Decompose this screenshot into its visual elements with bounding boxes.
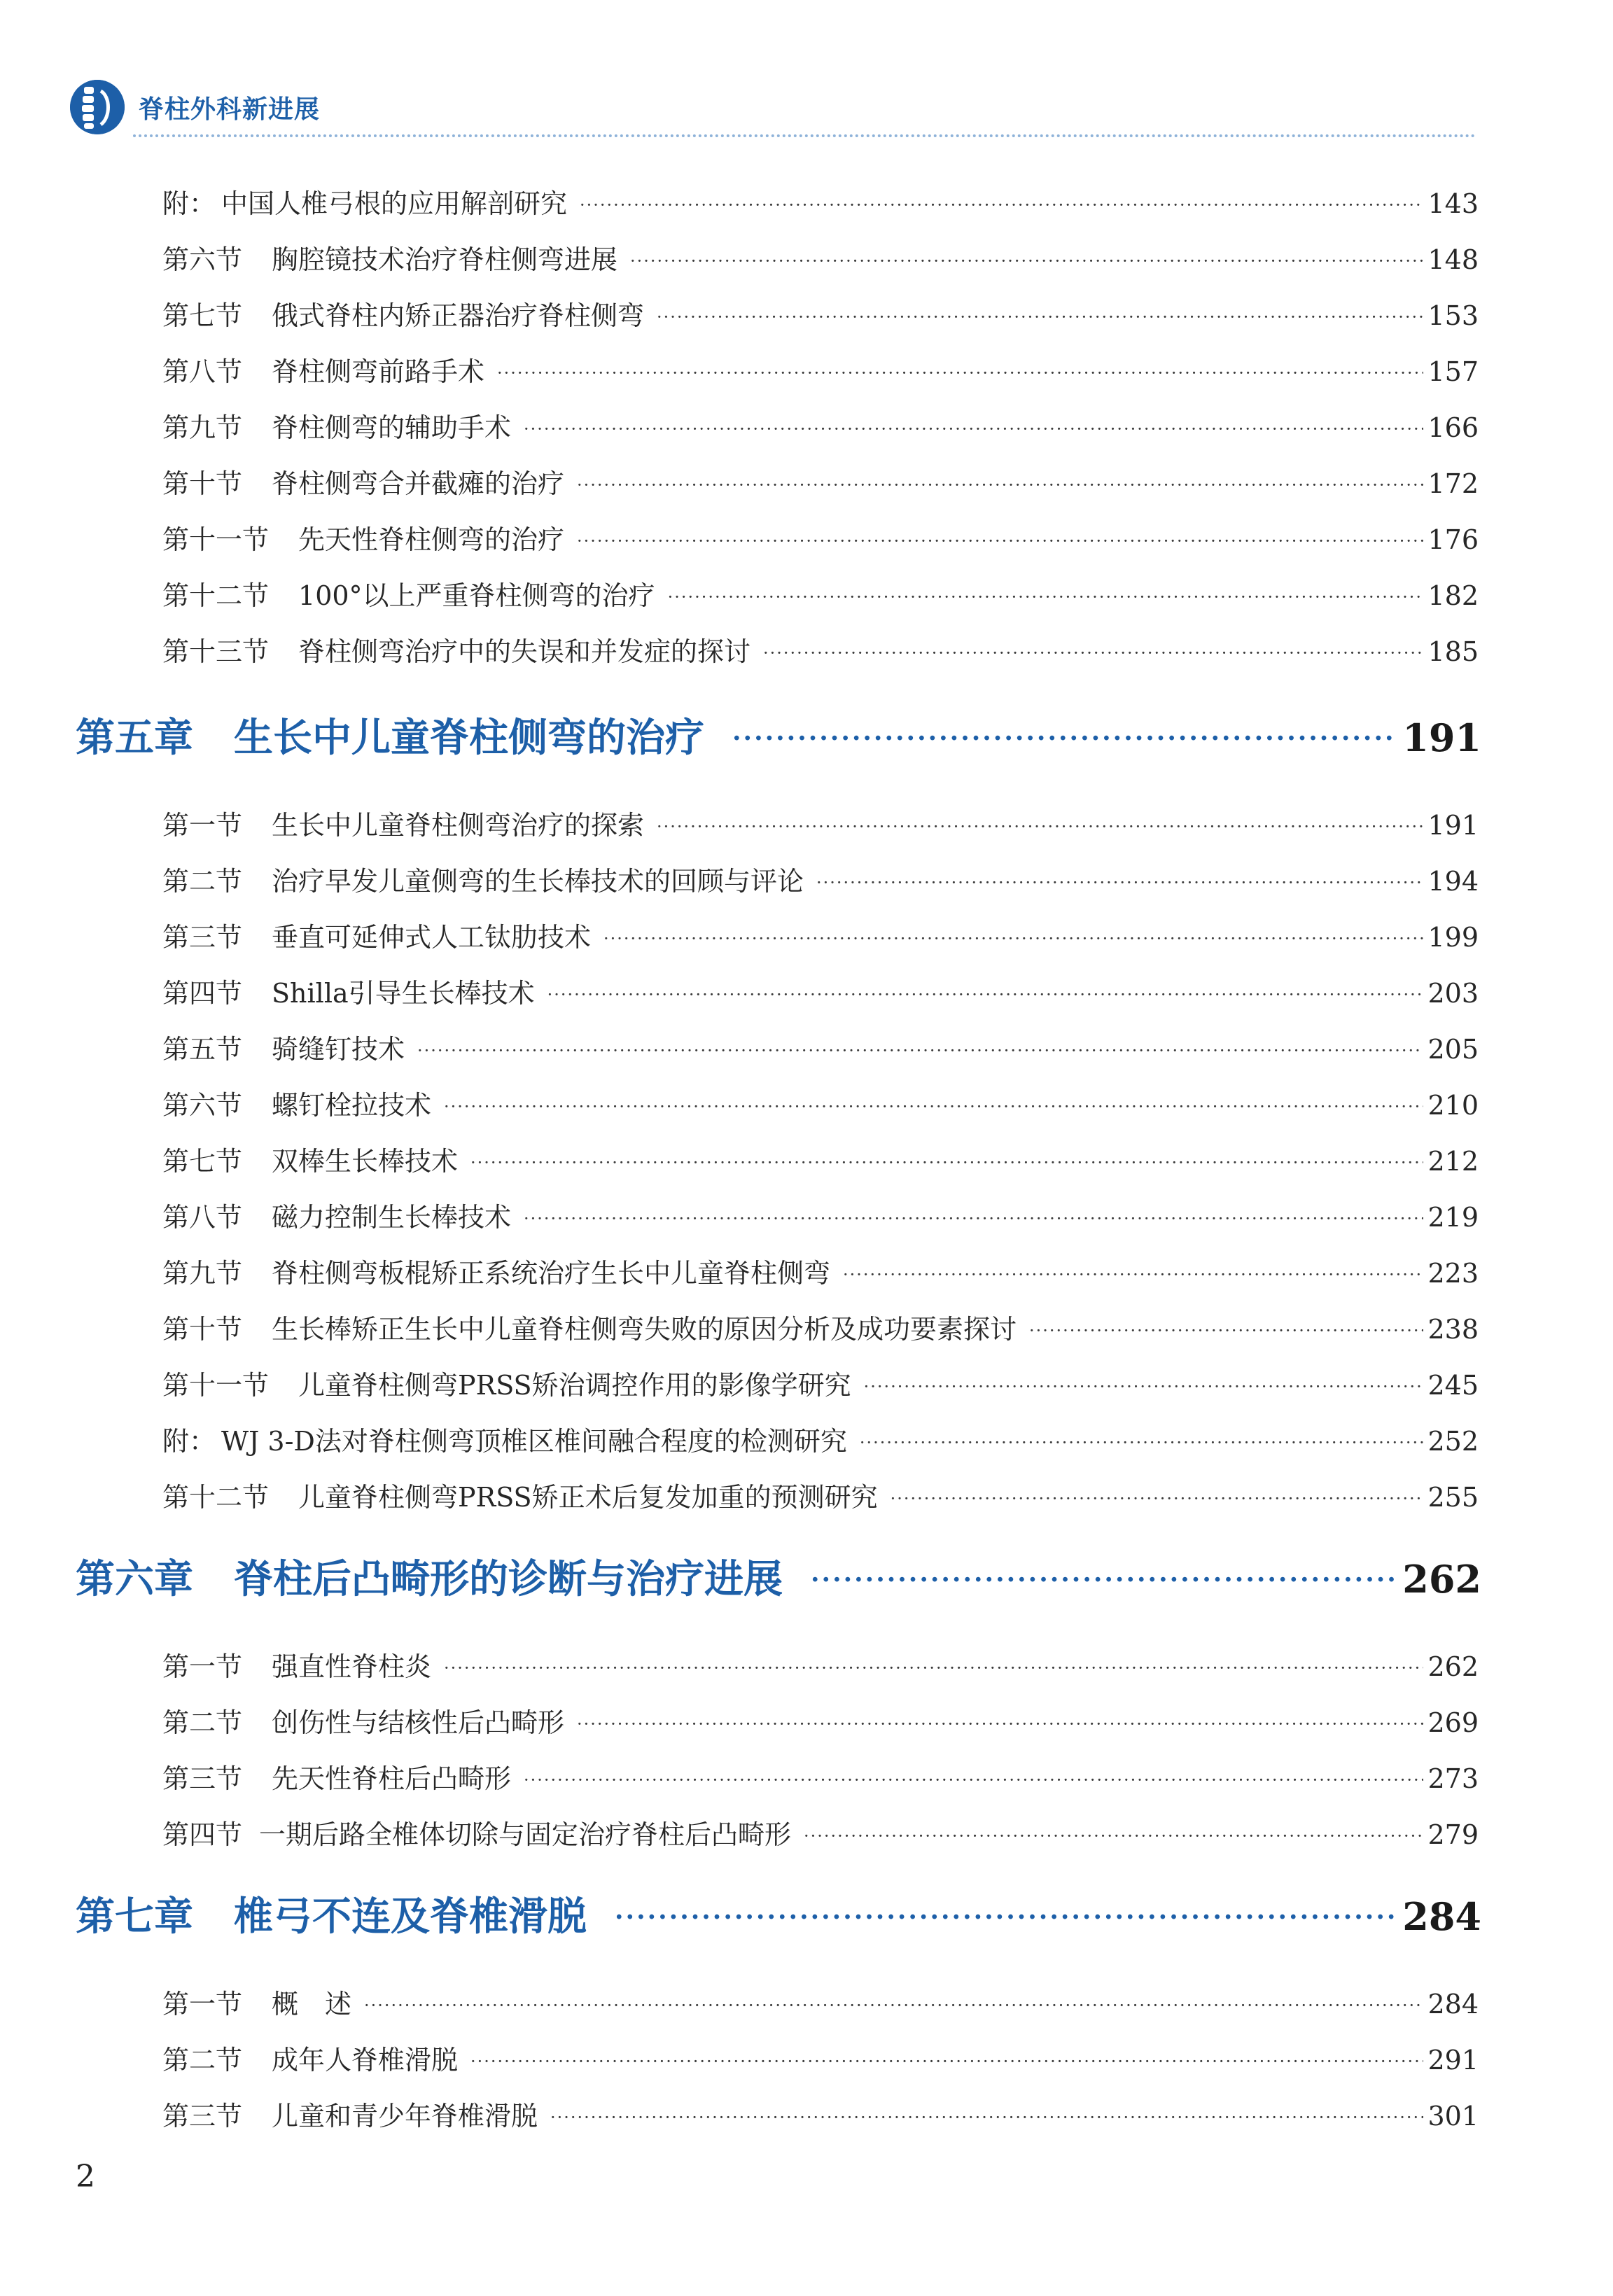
page-number: 223 — [1427, 1258, 1479, 1289]
section-number: 第二节 — [162, 866, 243, 897]
section-title: Shilla引导生长棒技术 — [272, 978, 535, 1009]
dot-leader — [804, 1822, 1423, 1849]
section-title: 100°以上严重脊柱侧弯的治疗 — [298, 580, 655, 611]
section-title: 治疗早发儿童侧弯的生长棒技术的回顾与评论 — [272, 866, 804, 897]
section-title: 脊柱侧弯前路手术 — [272, 356, 485, 387]
section-number: 第十一节 — [162, 1370, 270, 1401]
page-number: 279 — [1427, 1819, 1479, 1850]
dot-leader — [860, 1429, 1424, 1455]
toc-chapter-7[interactable] — [76, 1886, 1481, 1942]
page-number: 182 — [1427, 580, 1479, 611]
book-title: 脊柱外科新进展 — [139, 94, 321, 124]
section-title: 双棒生长棒技术 — [272, 1146, 459, 1177]
page-number: 191 — [1402, 715, 1481, 760]
section-title: 儿童脊柱侧弯PRSS矫正术后复发加重的预测研究 — [298, 1482, 878, 1513]
running-header — [70, 76, 320, 139]
section-title: 生长棒矫正生长中儿童脊柱侧弯失败的原因分析及成功要素探讨 — [272, 1314, 1017, 1345]
dot-leader — [603, 925, 1423, 951]
dot-leader — [444, 1654, 1423, 1681]
section-title: 胸腔镜技术治疗脊柱侧弯进展 — [272, 244, 618, 275]
section-title: 脊柱侧弯合并截瘫的治疗 — [272, 468, 565, 499]
section-title: 先天性脊柱后凸畸形 — [272, 1763, 512, 1794]
dot-leader — [657, 813, 1423, 839]
page-number: 262 — [1427, 1651, 1479, 1682]
section-number: 第八节 — [162, 356, 243, 387]
dot-leader — [470, 2047, 1423, 2074]
chapter-title: 椎弓不连及脊椎滑脱 — [234, 1893, 587, 1940]
toc-entry[interactable] — [162, 1140, 1479, 1178]
section-number: 第十节 — [162, 468, 243, 499]
dot-leader — [615, 1898, 1397, 1937]
dot-leader — [1029, 1317, 1423, 1343]
section-title: 创伤性与结核性后凸畸形 — [272, 1707, 565, 1738]
dot-leader — [524, 1205, 1423, 1231]
section-number: 第三节 — [162, 1763, 243, 1794]
dot-leader — [364, 1991, 1423, 2018]
section-number: 第十二节 — [162, 1482, 270, 1513]
chapter-number: 第七章 — [76, 1893, 193, 1940]
dot-leader — [524, 415, 1423, 442]
page-number: 172 — [1427, 468, 1479, 499]
toc-entry[interactable] — [162, 1420, 1479, 1458]
page-number: 245 — [1427, 1370, 1479, 1401]
section-number: 第一节 — [162, 1989, 243, 2019]
toc-entry[interactable] — [162, 972, 1479, 1010]
toc-entry[interactable] — [162, 1028, 1479, 1066]
toc-entry[interactable] — [162, 1757, 1479, 1795]
toc-entry[interactable] — [162, 2094, 1479, 2133]
section-title: 生长中儿童脊柱侧弯治疗的探索 — [272, 810, 645, 841]
section-title: 俄式脊柱内矫正器治疗脊柱侧弯 — [272, 300, 645, 331]
section-number: 附： — [162, 1426, 216, 1457]
page-number: 219 — [1427, 1202, 1479, 1233]
page-number: 191 — [1427, 810, 1479, 841]
page-number: 252 — [1427, 1426, 1479, 1457]
page-number: 212 — [1427, 1146, 1479, 1177]
section-title: 骑缝钉技术 — [272, 1034, 405, 1065]
section-number: 第十三节 — [162, 636, 270, 667]
toc-chapter-5[interactable] — [76, 707, 1481, 763]
toc-entry[interactable] — [162, 860, 1479, 898]
section-number: 第二节 — [162, 2045, 243, 2076]
dot-leader — [577, 1710, 1423, 1737]
dot-leader — [580, 191, 1423, 218]
page-number: 210 — [1427, 1090, 1479, 1121]
section-title: 磁力控制生长棒技术 — [272, 1202, 512, 1233]
chapter-title: 脊柱后凸畸形的诊断与治疗进展 — [234, 1556, 783, 1602]
page-number: 185 — [1427, 636, 1479, 667]
section-number: 第四节 — [162, 1819, 243, 1850]
toc-entry[interactable] — [162, 1982, 1479, 2021]
page-number: 273 — [1427, 1763, 1479, 1794]
section-number: 第十节 — [162, 1314, 243, 1345]
section-number: 第七节 — [162, 300, 243, 331]
dot-leader — [763, 639, 1423, 666]
dot-leader — [811, 1560, 1397, 1600]
toc-entry[interactable] — [162, 462, 1479, 500]
dot-leader — [891, 1485, 1424, 1511]
toc-entry[interactable] — [162, 1364, 1479, 1402]
section-number: 第六节 — [162, 244, 243, 275]
toc-entry[interactable] — [162, 916, 1479, 954]
section-title: WJ 3-D法对脊柱侧弯顶椎区椎间融合程度的检测研究 — [221, 1426, 847, 1457]
dot-leader — [497, 359, 1423, 386]
section-title: 脊柱侧弯板棍矫正系统治疗生长中儿童脊柱侧弯 — [272, 1258, 831, 1289]
dot-leader — [524, 1766, 1423, 1793]
toc-entry[interactable] — [162, 1084, 1479, 1122]
page-number: 255 — [1427, 1482, 1479, 1513]
section-number: 第五节 — [162, 1034, 243, 1065]
page-number: 301 — [1427, 2101, 1479, 2132]
section-title: 概 述 — [272, 1989, 352, 2019]
page-number: 194 — [1427, 866, 1479, 897]
toc-entry[interactable] — [162, 238, 1479, 276]
dot-leader — [668, 583, 1424, 610]
section-title: 螺钉栓拉技术 — [272, 1090, 432, 1121]
toc-entry[interactable] — [162, 1476, 1479, 1514]
page-number: 291 — [1427, 2045, 1479, 2076]
section-title: 脊柱侧弯的辅助手术 — [272, 412, 512, 443]
section-title: 脊柱侧弯治疗中的失误和并发症的探讨 — [298, 636, 751, 667]
dot-leader — [864, 1373, 1424, 1399]
toc-entry[interactable] — [162, 574, 1479, 612]
dot-leader — [444, 1093, 1423, 1119]
section-number: 第九节 — [162, 1258, 243, 1289]
toc-entry[interactable] — [162, 1308, 1479, 1346]
section-number: 第三节 — [162, 922, 243, 953]
section-number: 第三节 — [162, 2101, 243, 2132]
spine-logo-icon — [70, 80, 125, 134]
section-number: 第一节 — [162, 810, 243, 841]
section-number: 第二节 — [162, 1707, 243, 1738]
page-number: 143 — [1427, 188, 1479, 219]
dot-leader — [547, 981, 1424, 1007]
section-title: 儿童脊柱侧弯PRSS矫治调控作用的影像学研究 — [298, 1370, 851, 1401]
dot-leader — [816, 869, 1423, 895]
toc-entry[interactable] — [162, 294, 1479, 332]
header-divider — [133, 134, 1476, 137]
section-number: 第一节 — [162, 1651, 243, 1682]
dot-leader — [657, 303, 1423, 330]
toc-entry[interactable] — [162, 1701, 1479, 1740]
section-number: 第四节 — [162, 978, 243, 1009]
dot-leader — [630, 247, 1423, 274]
section-number: 第十一节 — [162, 524, 270, 555]
section-title: 强直性脊柱炎 — [272, 1651, 432, 1682]
section-number: 第八节 — [162, 1202, 243, 1233]
page-number: 205 — [1427, 1034, 1479, 1065]
section-number: 第七节 — [162, 1146, 243, 1177]
section-number: 第十二节 — [162, 580, 270, 611]
page-number: 262 — [1402, 1557, 1481, 1602]
dot-leader — [550, 2104, 1423, 2130]
dot-leader — [577, 527, 1423, 554]
toc-entry[interactable] — [162, 1813, 1479, 1851]
toc-entry[interactable] — [162, 1252, 1479, 1290]
section-title: 中国人椎弓根的应用解剖研究 — [221, 188, 568, 219]
page-number: 153 — [1427, 300, 1479, 331]
section-title: 先天性脊柱侧弯的治疗 — [298, 524, 565, 555]
section-title: 儿童和青少年脊椎滑脱 — [272, 2101, 538, 2132]
toc-entry[interactable] — [162, 804, 1479, 842]
toc-entry[interactable] — [162, 1645, 1479, 1684]
page-number: 203 — [1427, 978, 1479, 1009]
dot-leader — [577, 471, 1423, 498]
section-number: 第六节 — [162, 1090, 243, 1121]
dot-leader — [470, 1149, 1423, 1175]
chapter-number: 第五章 — [76, 715, 193, 761]
toc-entry[interactable] — [162, 518, 1479, 556]
chapter-number: 第六章 — [76, 1556, 193, 1602]
page-number: 284 — [1427, 1989, 1479, 2019]
page-number: 148 — [1427, 244, 1479, 275]
toc-entry[interactable] — [162, 350, 1479, 388]
page-number: 176 — [1427, 524, 1479, 555]
dot-leader — [417, 1037, 1423, 1063]
section-title: 一期后路全椎体切除与固定治疗脊柱后凸畸形 — [259, 1819, 792, 1850]
dot-leader — [732, 719, 1397, 758]
dot-leader — [843, 1261, 1423, 1287]
section-title: 垂直可延伸式人工钛肋技术 — [272, 922, 592, 953]
page-number: 284 — [1402, 1894, 1481, 1939]
toc-chapter-6[interactable] — [76, 1548, 1481, 1604]
toc-entry[interactable] — [162, 2038, 1479, 2077]
folio-page-number: 2 — [76, 2159, 95, 2194]
section-title: 成年人脊椎滑脱 — [272, 2045, 459, 2076]
toc-entry[interactable] — [162, 630, 1479, 668]
page-number: 238 — [1427, 1314, 1479, 1345]
page-number: 166 — [1427, 412, 1479, 443]
page-number: 199 — [1427, 922, 1479, 953]
section-number: 第九节 — [162, 412, 243, 443]
section-number: 附： — [162, 188, 216, 219]
chapter-title: 生长中儿童脊柱侧弯的治疗 — [234, 715, 704, 761]
toc-entry[interactable] — [162, 182, 1479, 220]
page-number: 269 — [1427, 1707, 1479, 1738]
toc-entry[interactable] — [162, 1196, 1479, 1234]
page-number: 157 — [1427, 356, 1479, 387]
toc-entry[interactable] — [162, 406, 1479, 444]
